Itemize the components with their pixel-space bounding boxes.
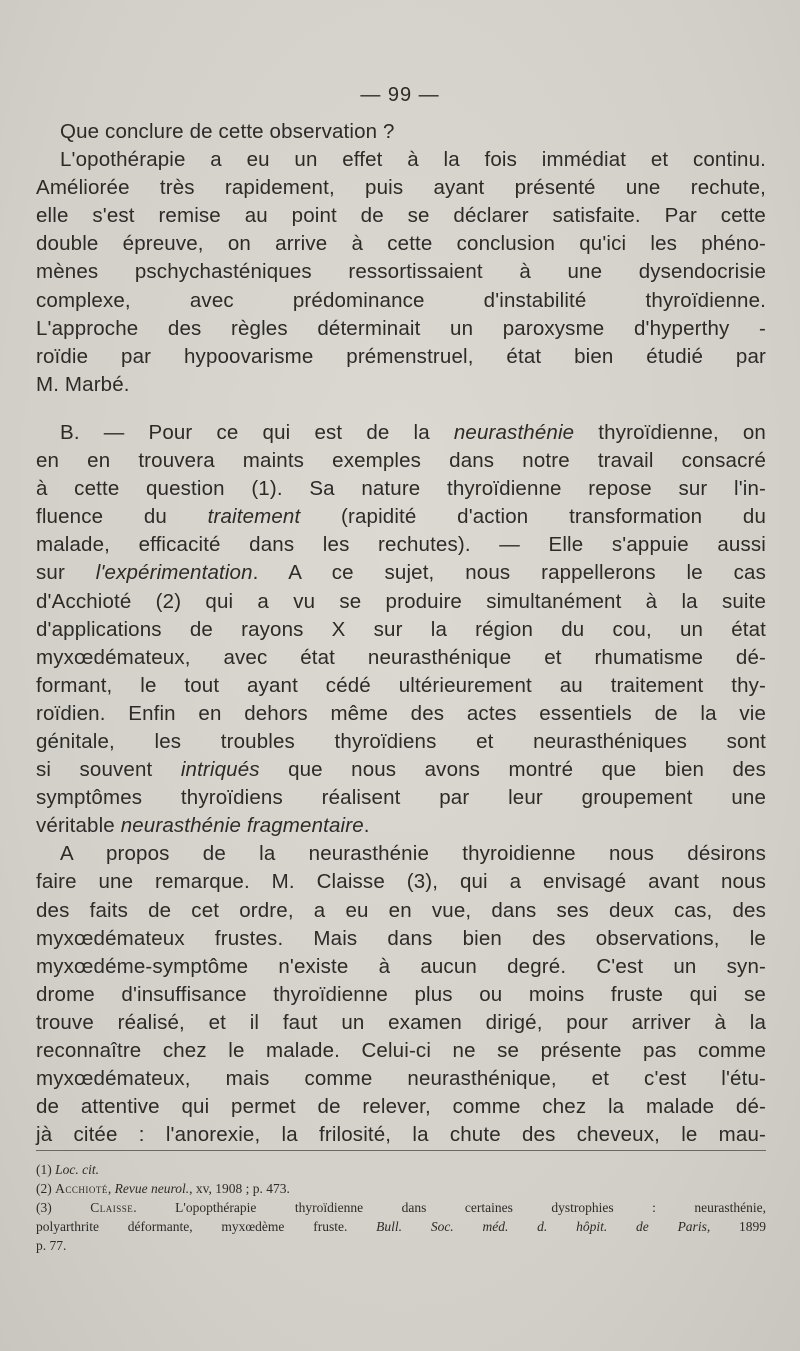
text-line: symptômes thyroïdiens réalisent par leur groupement une xyxy=(36,786,766,810)
text-run: (rapidité d'action transformation du xyxy=(300,505,766,529)
footnote-author: Acchioté xyxy=(55,1181,108,1196)
paragraph-opotherapie xyxy=(36,146,766,399)
text-line: Améliorée très rapidement, puis ayant présenté une rechute, xyxy=(36,176,766,200)
text-line: faire une remarque. M. Claisse (3), qui a envisagé avant nous xyxy=(36,870,766,894)
text-run: B. — Pour ce qui est de la xyxy=(60,420,454,444)
text-line: roïdien. Enfin en dehors même des actes essentiels de la vie xyxy=(36,701,766,725)
footnote-text: . L'opopthérapie thyroïdienne dans certaines dystrophies : neurasthénie, xyxy=(133,1200,766,1215)
text-line: de attentive qui permet de relever, comme chez la malade dé- xyxy=(36,1095,766,1119)
italic-term: neurasthénie fragmentaire xyxy=(120,814,364,838)
text-run: thyroïdienne, on xyxy=(574,420,766,444)
paragraph-remarque xyxy=(36,840,766,1149)
footnote-journal: Revue neurol. xyxy=(114,1181,190,1196)
footnote-3 xyxy=(36,1198,766,1217)
footnotes xyxy=(36,1160,766,1255)
text-line: myxœdéme-symptôme n'existe à aucun degré. C'est un syn- xyxy=(36,954,766,978)
page-number: — 99 — xyxy=(360,84,440,106)
italic-term: traitement xyxy=(207,505,301,529)
text-line: reconnaître chez le malade. Celui-ci ne se présente pas comme xyxy=(36,1039,766,1062)
text-line: mènes pschychasténiques ressortissaient à une dysendocrisie xyxy=(36,260,766,284)
text-line: formant, le tout ayant cédé ultérieurement au traitement thy- xyxy=(36,673,766,697)
footnote-author: Claisse xyxy=(90,1200,134,1215)
text-line xyxy=(36,419,766,447)
text-run: sur xyxy=(36,561,96,585)
footnote-marker: (2) xyxy=(36,1181,56,1196)
footnote-marker: (1) xyxy=(36,1162,56,1177)
footnote-2 xyxy=(36,1179,766,1198)
footnote-citation: Loc. cit. xyxy=(55,1162,99,1177)
text-line: des faits de cet ordre, a eu en vue, dans ses deux cas, des xyxy=(36,898,766,922)
footnote-text: polyarthrite déformante, myxœdème fruste. xyxy=(36,1219,377,1234)
text-run: fluence du xyxy=(36,505,208,529)
footnote-3-page: p. 77. xyxy=(36,1238,67,1253)
text-line: d'applications de rayons X sur la région du cou, un état xyxy=(36,617,766,641)
text-line: double épreuve, on arrive à cette conclusion qu'ici les phéno- xyxy=(36,232,766,256)
text-line: en en trouvera maints exemples dans notre travail consacré xyxy=(36,449,766,473)
text-line xyxy=(36,559,766,587)
text-run: que nous avons montré que bien des xyxy=(259,758,766,782)
footnote-marker: (3) xyxy=(36,1200,91,1215)
italic-term: l'expérimentation xyxy=(95,561,253,585)
text-run: si souvent xyxy=(36,758,181,782)
text-line: roïdie par hypoovarisme prémenstruel, état bien étudié par xyxy=(36,344,766,368)
text-line: elle s'est remise au point de se déclarer satisfaite. Par cette xyxy=(36,204,766,228)
footnote-text: , 1899 xyxy=(706,1219,767,1234)
text-line: jà citée : l'anorexie, la frilosité, la chute des cheveux, le mau- xyxy=(36,1123,766,1147)
text-line: génitale, les troubles thyroïdiens et neurasthéniques sont xyxy=(36,729,766,753)
text-line: trouve réalisé, et il faut un examen dirigé, pour arriver à la xyxy=(36,1010,766,1034)
text-line: myxœdémateux frustes. Mais dans bien des observations, le xyxy=(36,926,766,950)
text-line: myxœdémateux, avec état neurasthénique et rhumatisme dé- xyxy=(36,645,766,669)
italic-term: intriqués xyxy=(180,758,260,782)
text-run: . A ce sujet, nous rappellerons le cas xyxy=(252,561,766,585)
text-line xyxy=(36,756,766,784)
paragraph-question: Que conclure de cette observation ? xyxy=(60,120,395,143)
footnote-3-continued xyxy=(36,1217,766,1236)
text-line: A propos de la neurasthénie thyroidienne nous désirons xyxy=(60,842,766,866)
text-line: L'opothérapie a eu un effet à la fois immédiat et continu. xyxy=(60,148,766,172)
footnote-text: , xyxy=(107,1181,115,1196)
paragraph-neurasthenie xyxy=(36,419,766,840)
text-line: drome d'insuffisance thyroïdienne plus ou moins fruste qui se xyxy=(36,982,766,1006)
text-line: M. Marbé. xyxy=(36,372,130,396)
footnote-text: , xv, 1908 ; p. 473. xyxy=(189,1181,290,1196)
italic-term: neurasthénie xyxy=(453,420,575,444)
footnote-journal: Bull. Soc. méd. d. hôpit. de Paris xyxy=(376,1219,707,1234)
text-run: . xyxy=(363,814,370,838)
text-line: myxœdémateux, mais comme neurasthénique, et c'est l'étu- xyxy=(36,1067,766,1091)
footnote-1 xyxy=(36,1160,766,1179)
text-line: d'Acchioté (2) qui a vu se produire simultanément à la suite xyxy=(36,589,766,613)
text-line: complexe, avec prédominance d'instabilité thyroïdienne. xyxy=(36,288,766,312)
body-text xyxy=(36,118,766,1149)
text-line: L'approche des règles déterminait un paroxysme d'hyperthy - xyxy=(36,316,766,340)
text-line: malade, efficacité dans les rechutes). — Elle s'appuie aussi xyxy=(36,533,766,557)
text-run: véritable xyxy=(36,814,121,838)
text-line: à cette question (1). Sa nature thyroïdienne repose sur l'in- xyxy=(36,477,766,501)
text-line xyxy=(36,503,766,531)
footnote-divider xyxy=(36,1150,766,1151)
text-line xyxy=(36,812,766,840)
